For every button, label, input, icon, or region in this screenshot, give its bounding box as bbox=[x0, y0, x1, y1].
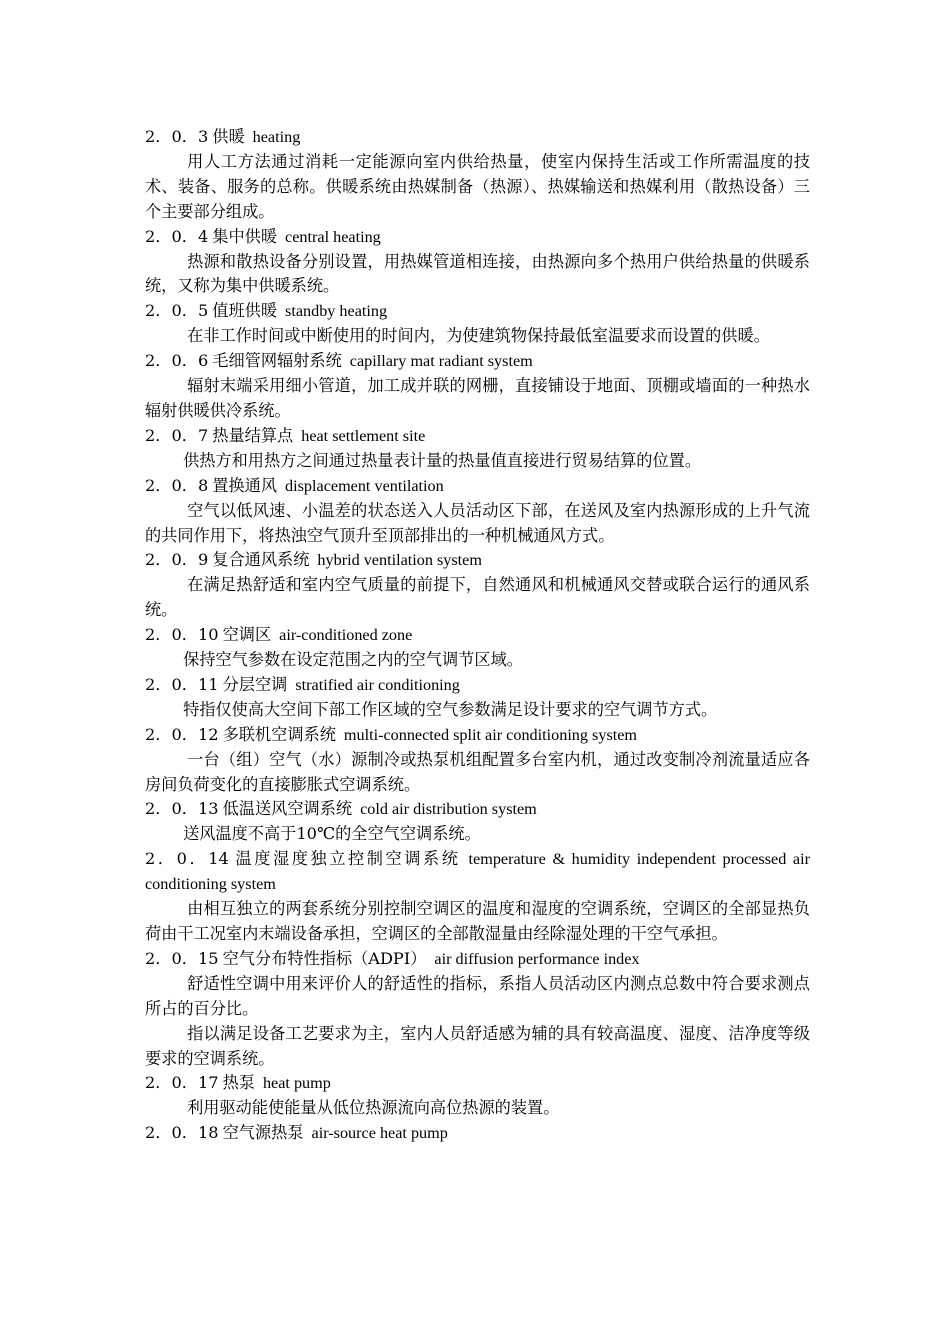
term-definition: 在非工作时间或中断使用的时间内，为使建筑物保持最低室温要求而设置的供暖。 bbox=[187, 326, 770, 346]
term-definition: 由相互独立的两套系统分别控制空调区的温度和湿度的空调系统，空调区的全部显热负荷由干工况室内末端设备承担，空调区的全部散湿量由经除湿处理的干空气承担。 bbox=[145, 899, 810, 943]
term-chinese: 值班供暖 bbox=[212, 301, 278, 321]
term-heading bbox=[145, 1071, 810, 1096]
term-english: standby heating bbox=[285, 302, 388, 321]
term-number: 2．0．3 bbox=[145, 127, 209, 146]
term-number: 2．0．12 bbox=[145, 724, 219, 744]
term-english: multi-connected split air conditioning system bbox=[343, 725, 638, 744]
term-heading bbox=[145, 225, 810, 250]
term-definition: 用人工方法通过消耗一定能源向室内供给热量，使室内保持生活或工作所需温度的技术、装备、服务的总称。供暖系统由热媒制备（热源）、热媒输送和热媒利用（散热设备）三个主要部分组成。 bbox=[145, 151, 810, 221]
term-chinese: 置换通风 bbox=[212, 475, 278, 495]
term-english: capillary mat radiant system bbox=[349, 352, 533, 371]
term-english: heat pump bbox=[262, 1074, 331, 1093]
term-chinese: 温度湿度独立控制空调系统 bbox=[232, 849, 461, 869]
term-chinese: 热量结算点 bbox=[212, 425, 294, 445]
term-heading bbox=[145, 125, 810, 150]
term-definition: 热源和散热设备分别设置，用热媒管道相连接，由热源向多个热用户供给热量的供暖系统，又称为集中供暖系统。 bbox=[145, 251, 810, 296]
term-number: 2．0．13 bbox=[145, 799, 219, 819]
term-heading bbox=[145, 299, 810, 324]
term-definition: 送风温度不高于10℃的全空气空调系统。 bbox=[183, 824, 481, 844]
term-chinese: 分层空调 bbox=[222, 674, 288, 694]
term-heading bbox=[145, 847, 810, 897]
term-definition: 指以满足设备工艺要求为主，室内人员舒适感为辅的具有较高温度、湿度、洁净度等级要求的空调系统。 bbox=[145, 1023, 810, 1068]
term-definition: 保持空气参数在设定范围之内的空气调节区域。 bbox=[183, 650, 523, 670]
term-definition: 特指仅使高大空间下部工作区域的空气参数满足设计要求的空气调节方式。 bbox=[183, 699, 718, 719]
term-number: 2．0．11 bbox=[145, 674, 219, 694]
term-number: 2．0．10 bbox=[145, 625, 219, 645]
term-number: 2．0．17 bbox=[145, 1073, 219, 1093]
term-definition: 一台（组）空气（水）源制冷或热泵机组配置多台室内机，通过改变制冷剂流量适应各房间负荷变化的直接膨胀式空调系统。 bbox=[145, 749, 810, 794]
term-english: central heating bbox=[285, 227, 381, 246]
term-number: 2．0．4 bbox=[145, 226, 209, 246]
document-page bbox=[145, 125, 810, 1196]
term-english: heat settlement site bbox=[301, 426, 426, 445]
term-english: stratified air conditioning bbox=[295, 675, 460, 694]
term-chinese: 复合通风系统 bbox=[212, 550, 310, 570]
term-chinese: 多联机空调系统 bbox=[222, 724, 336, 744]
term-english: heating bbox=[252, 128, 301, 146]
term-number: 2．0．14 bbox=[145, 849, 229, 869]
term-chinese: 空气源热泵 bbox=[222, 1123, 304, 1143]
term-heading bbox=[145, 548, 810, 573]
term-heading bbox=[145, 623, 810, 648]
term-definition: 空气以低风速、小温差的状态送入人员活动区下部，在送风及室内热源形成的上升气流的共同作用下，将热浊空气顶升至顶部排出的一种机械通风方式。 bbox=[145, 500, 810, 545]
term-number: 2．0．6 bbox=[145, 351, 209, 371]
term-chinese: 空调区 bbox=[222, 625, 272, 645]
term-definition: 舒适性空调中用来评价人的舒适性的指标，系指人员活动区内测点总数中符合要求测点所占的百分比。 bbox=[145, 973, 810, 1018]
term-heading bbox=[145, 947, 810, 972]
term-heading bbox=[145, 1171, 810, 1196]
term-chinese: 集中供暖 bbox=[212, 226, 278, 246]
term-definition: 供热方和用热方之间通过热量表计量的热量值直接进行贸易结算的位置。 bbox=[183, 450, 702, 470]
term-number: 2．0．9 bbox=[145, 550, 209, 570]
term-english: cold air distribution system bbox=[360, 800, 537, 819]
term-heading bbox=[145, 723, 810, 748]
term-heading bbox=[145, 1121, 810, 1146]
term-definition: 辐射末端采用细小管道，加工成并联的网栅，直接铺设于地面、顶棚或墙面的一种热水辐射供暖供冷系统。 bbox=[145, 376, 810, 420]
term-heading bbox=[145, 797, 810, 822]
term-heading bbox=[145, 474, 810, 499]
term-number: 2．0．15 bbox=[145, 948, 219, 968]
term-definition: 在满足热舒适和室内空气质量的前提下，自然通风和机械通风交替或联合运行的通风系统。 bbox=[145, 575, 810, 620]
term-number: 2．0．5 bbox=[145, 301, 209, 321]
term-chinese: 低温送风空调系统 bbox=[222, 799, 353, 819]
term-english: air-conditioned zone bbox=[279, 626, 413, 645]
term-number: 2．0．7 bbox=[145, 425, 209, 445]
term-number: 2．0．18 bbox=[145, 1123, 219, 1143]
term-chinese: 热泵 bbox=[222, 1073, 255, 1093]
term-definition: 利用驱动能使能量从低位热源流向高位热源的装置。 bbox=[187, 1098, 560, 1118]
term-heading bbox=[145, 673, 810, 698]
term-number: 2．0．8 bbox=[145, 475, 209, 495]
term-heading bbox=[145, 349, 810, 374]
term-chinese: 空气分布特性指标（ADPI） bbox=[222, 948, 427, 968]
term-english: temperature & humidity independent processed air conditioning system bbox=[145, 850, 810, 894]
term-english: hybrid ventilation system bbox=[317, 551, 482, 570]
term-chinese: 供暖 bbox=[212, 127, 245, 146]
term-english: displacement ventilation bbox=[285, 476, 444, 495]
term-heading bbox=[145, 1146, 810, 1171]
term-chinese: 毛细管网辐射系统 bbox=[212, 351, 342, 371]
term-heading bbox=[145, 424, 810, 449]
term-english: air-source heat pump bbox=[311, 1124, 448, 1143]
term-english: air diffusion performance index bbox=[434, 949, 640, 968]
